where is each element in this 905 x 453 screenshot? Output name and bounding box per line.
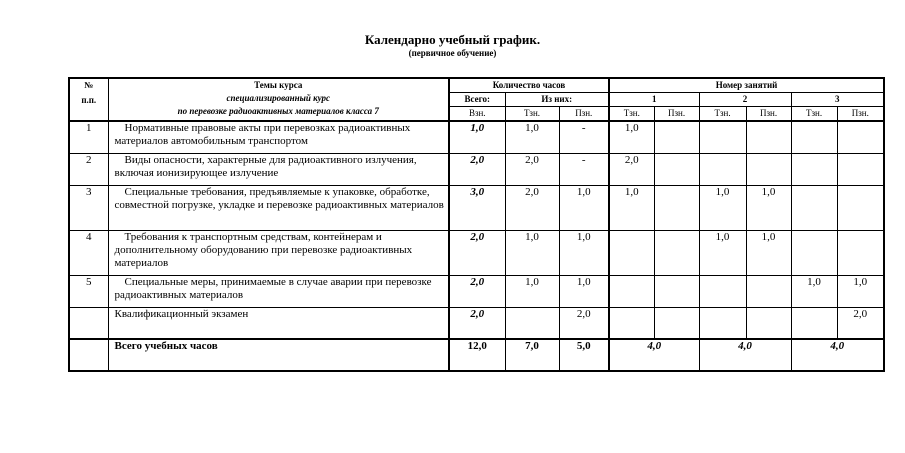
hours-group-header: Количество часов	[449, 78, 609, 93]
totals-total: 12,0	[449, 339, 505, 371]
lesson-2-header: 2	[699, 93, 791, 107]
table-row: 3 Специальные требования, предъявляемые к упаковке, обработке, совместной погрузке, укладке и перевозке радиоактивных материалов 3,0 2,0 1,0 1,0 1,0 1,0	[69, 185, 884, 230]
l3-tzn-header: Тзн.	[791, 107, 837, 122]
pzn-header: Пзн.	[559, 107, 609, 122]
lesson-3-header: 3	[791, 93, 884, 107]
document-title: Календарно учебный график.	[364, 32, 541, 47]
lessons-group-header: Номер занятий	[609, 78, 884, 93]
num-header: № п.п.	[69, 78, 108, 121]
table-row: 5 Специальные меры, принимаемые в случае аварии при перевозке радиоактивных материалов 2,0 1,0 1,0 1,0 1,0	[69, 275, 884, 307]
lesson-1-header: 1	[609, 93, 699, 107]
totals-lesson-2: 4,0	[699, 339, 791, 371]
header-row-1	[69, 78, 884, 93]
table-row: 4 Требования к транспортным средствам, контейнерам и дополнительному оборудованию при перевозке радиоактивных материалов 2,0 1,0 1,0 1,0 1,0	[69, 230, 884, 275]
topics-header: Темы курса специализированный курс по перевозке радиоактивных материалов класса 7	[108, 78, 449, 121]
totals-label: Всего учебных часов	[108, 339, 449, 371]
schedule-table	[68, 77, 885, 372]
document-subtitle: (первичное обучение)	[408, 48, 497, 58]
l1-tzn-header: Тзн.	[609, 107, 654, 122]
vzn-header: Взн.	[449, 107, 505, 122]
totals-lesson-3: 4,0	[791, 339, 884, 371]
l3-pzn-header: Пзн.	[837, 107, 884, 122]
l2-tzn-header: Тзн.	[699, 107, 746, 122]
l1-pzn-header: Пзн.	[654, 107, 699, 122]
of-them-header: Из них:	[505, 93, 609, 107]
table-row: 1 Нормативные правовые акты при перевозках радиоактивных материалов автомобильным транспортом 1,0 1,0 - 1,0	[69, 121, 884, 153]
totals-row	[69, 339, 884, 371]
totals-lesson-1: 4,0	[609, 339, 699, 371]
table-row: 2 Виды опасности, характерные для радиоактивного излучения, включая ионизирующее излучение 2,0 2,0 - 2,0	[69, 153, 884, 185]
table-row: Квалификационный экзамен 2,0 2,0 2,0	[69, 307, 884, 339]
l2-pzn-header: Пзн.	[746, 107, 791, 122]
total-header: Всего:	[449, 93, 505, 107]
tzn-header: Тзн.	[505, 107, 559, 122]
totals-pzn: 5,0	[559, 339, 609, 371]
totals-tzn: 7,0	[505, 339, 559, 371]
